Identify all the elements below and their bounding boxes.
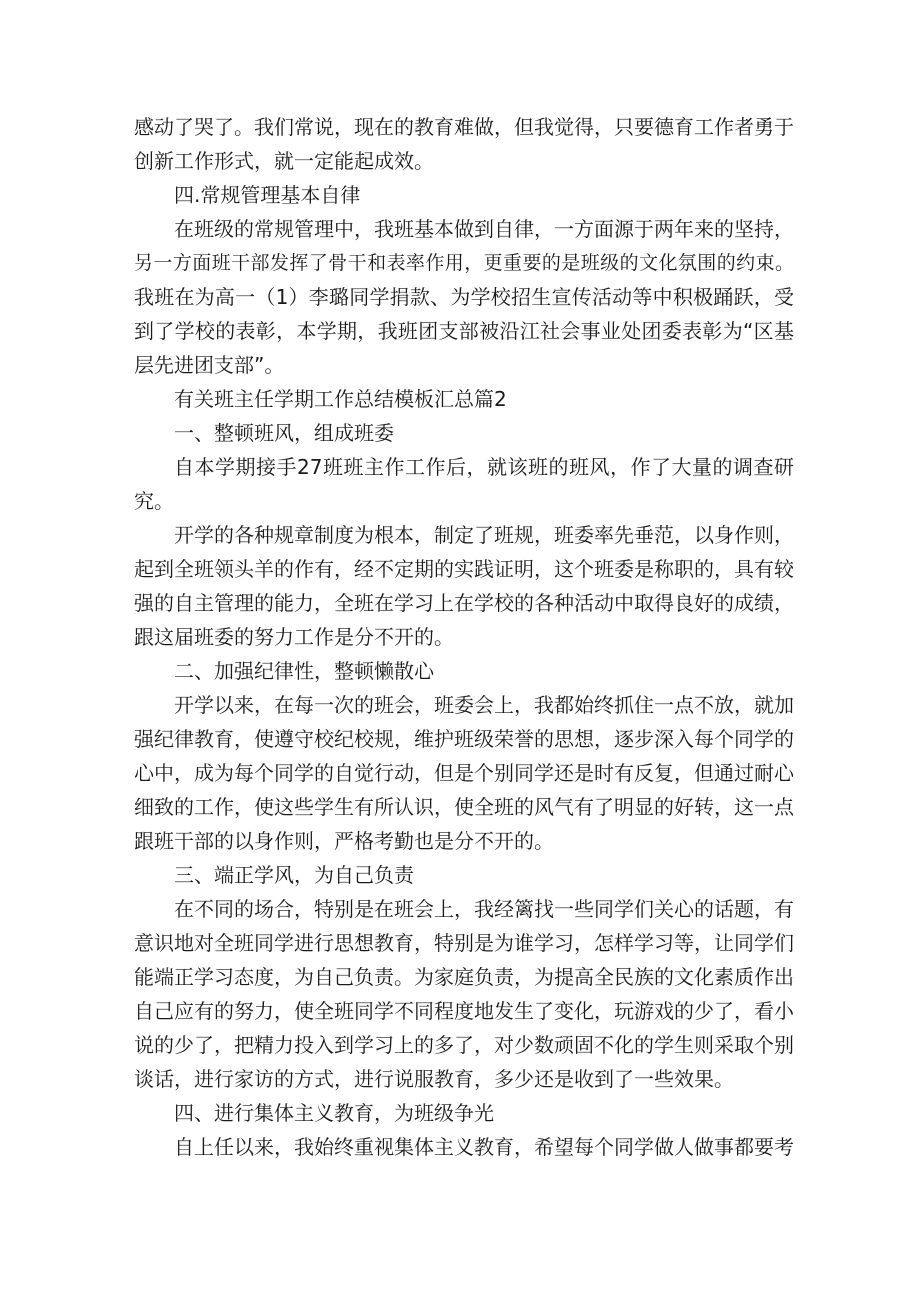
text-line: 自本学期接手27班班主作工作后，就该班的班风，作了大量的调查研 — [174, 455, 794, 479]
text-line: 到了学校的表彰，本学期，我班团支部被沿江社会事业处团委表彰为“区基 — [134, 319, 794, 343]
text-line: 谈话，进行家访的方式，进行说服教育，多少还是收到了一些效果。 — [134, 1067, 734, 1091]
text-line: 究。 — [134, 489, 174, 513]
text-line: 能端正学习态度，为自己负责。为家庭负责，为提高全民族的文化素质作出 — [134, 965, 794, 989]
text-line: 层先进团支部”。 — [134, 353, 285, 377]
text-line: 强的自主管理的能力，全班在学习上在学校的各种活动中取得良好的成绩， — [134, 591, 794, 615]
text-line: 意识地对全班同学进行思想教育，特别是为谁学习，怎样学习等，让同学们 — [134, 931, 794, 955]
text-line: 创新工作形式，就一定能起成效。 — [134, 149, 434, 173]
document-title: 有关班主任学期工作总结模板汇总篇2 — [174, 387, 507, 411]
text-line: 在班级的常规管理中，我班基本做到自律，一方面源于两年来的坚持， — [174, 217, 794, 241]
section-heading: 一、整顿班风，组成班委 — [174, 421, 394, 445]
document-body — [134, 110, 794, 1164]
text-line: 感动了哭了。我们常说，现在的教育难做，但我觉得，只要德育工作者勇于 — [134, 115, 794, 139]
section-heading: 二、加强纪律性，整顿懒散心 — [174, 659, 434, 683]
text-line: 说的少了，把精力投入到学习上的多了，对少数顽固不化的学生则采取个别 — [134, 1033, 794, 1057]
text-line: 自己应有的努力，使全班同学不同程度地发生了变化，玩游戏的少了，看小 — [134, 999, 794, 1023]
text-line: 跟班干部的以身作则，严格考勤也是分不开的。 — [134, 829, 554, 853]
text-line: 心中，成为每个同学的自觉行动，但是个别同学还是时有反复，但通过耐心 — [134, 761, 794, 785]
text-line: 开学以来，在每一次的班会，班委会上，我都始终抓住一点不放，就加 — [174, 693, 794, 717]
text-line: 自上任以来，我始终重视集体主义教育，希望每个同学做人做事都要考 — [174, 1135, 794, 1159]
text-line: 我班在为高一（1）李璐同学捐款、为学校招生宣传活动等中积极踊跃，受 — [134, 285, 794, 309]
section-heading: 四、进行集体主义教育，为班级争光 — [174, 1101, 494, 1125]
section-heading: 四.常规管理基本自律 — [174, 183, 361, 207]
section-heading: 三、端正学风，为自己负责 — [174, 863, 414, 887]
text-line: 在不同的场合，特别是在班会上，我经篱找一些同学们关心的话题，有 — [174, 897, 794, 921]
text-line: 起到全班领头羊的作有，经不定期的实践证明，这个班委是称职的，具有较 — [134, 557, 794, 581]
text-line: 开学的各种规章制度为根本，制定了班规，班委率先垂范，以身作则， — [174, 523, 794, 547]
text-line: 跟这届班委的努力工作是分不开的。 — [134, 625, 454, 649]
text-line: 细致的工作，使这些学生有所认识，使全班的风气有了明显的好转，这一点 — [134, 795, 794, 819]
text-line: 另一方面班干部发挥了骨干和表率作用，更重要的是班级的文化氛围的约束。 — [134, 252, 794, 274]
text-line: 强纪律教育，使遵守校纪校规，维护班级荣誉的思想，逐步深入每个同学的 — [134, 727, 794, 751]
